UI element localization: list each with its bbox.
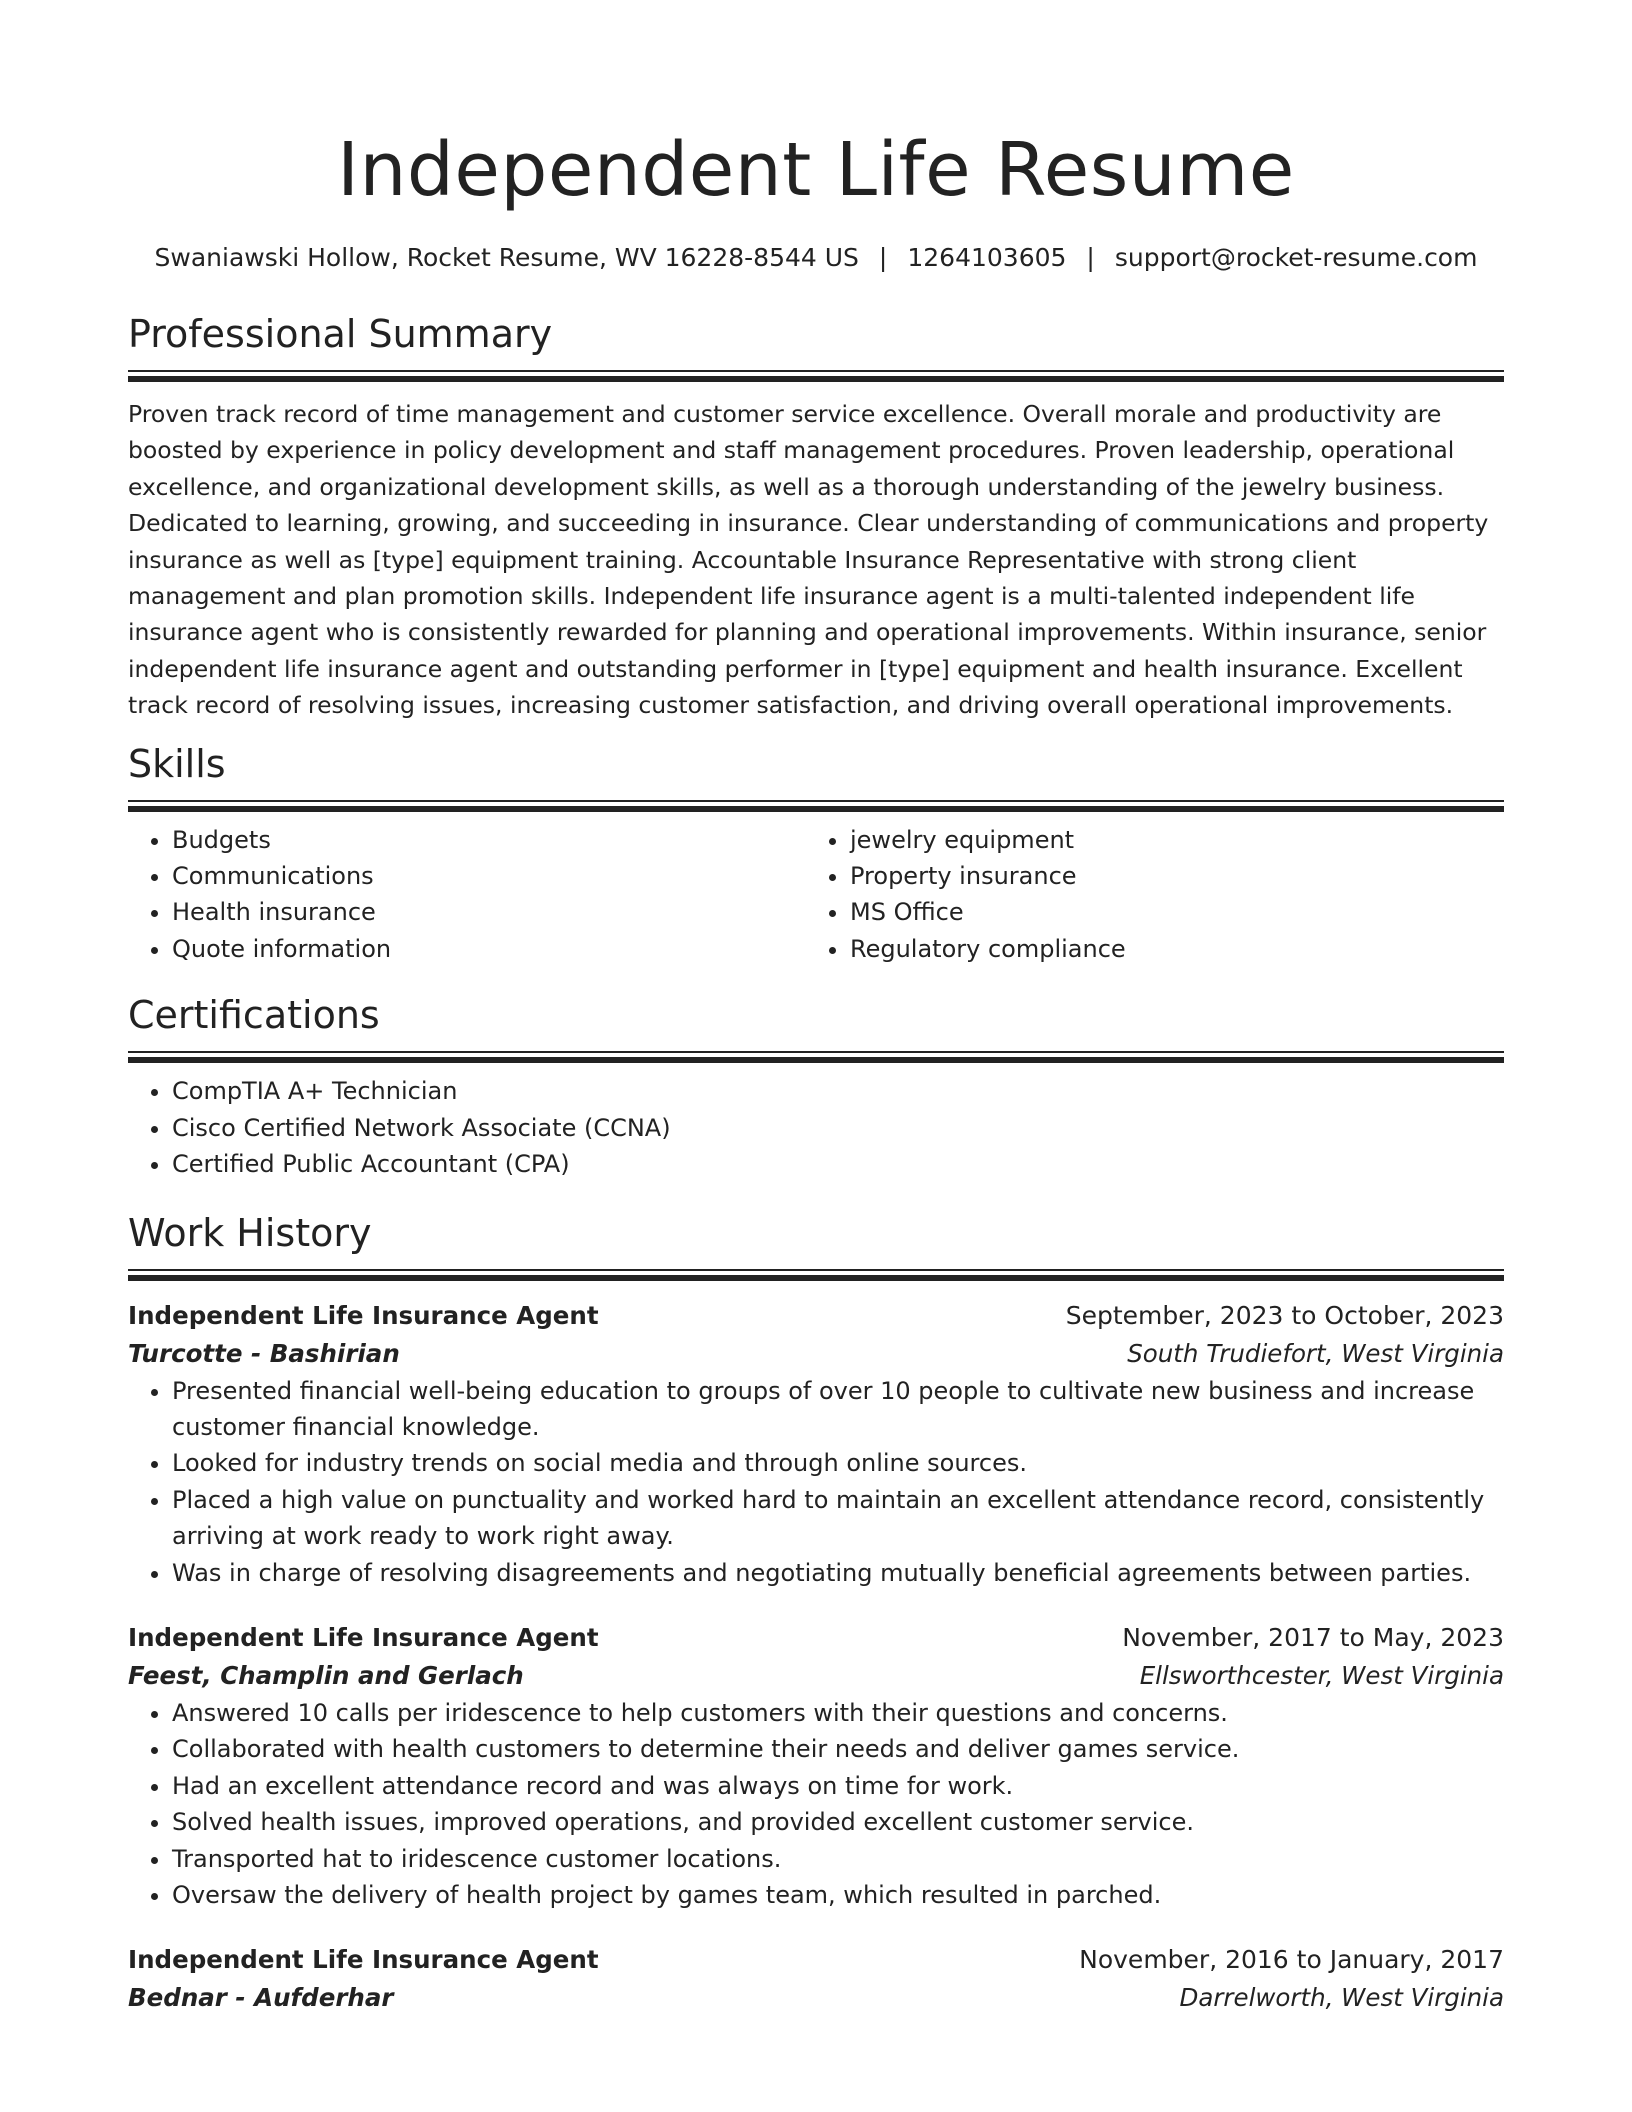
skills-heading: Skills: [128, 741, 226, 786]
job-title: Independent Life Insurance Agent: [128, 1300, 599, 1330]
skill-item: • Quote information: [172, 931, 806, 967]
job-location: Darrelworth, West Virginia: [1179, 1983, 1504, 2013]
work-history-section: [128, 1209, 1504, 2018]
job-header: [128, 1619, 1504, 1657]
skill-item: • Communications: [172, 858, 806, 894]
job-header: [128, 1941, 1504, 1979]
section-divider: [128, 370, 1504, 382]
contact-separator: |: [878, 243, 888, 272]
contact-phone: 1264103605: [907, 243, 1067, 272]
job-bullet: • Transported hat to iridescence customer locations.: [172, 1841, 1504, 1877]
section-divider: [128, 1269, 1504, 1281]
summary-text: Proven track record of time management and customer service excellence. Overall morale and productivity are boosted by experience in policy development and staff management procedures. Proven leadership, operational excellence, and organizational development skills, as well as a thorough understanding of the jewelry business. Dedicated to learning, growing, and succeeding in insurance. Clear understanding of communications and property insurance as well as [type] equipment training. Accountable Insurance Representative with strong client management and plan promotion skills. Independent life insurance agent is a multi-talented independent life insurance agent who is consistently rewarded for planning and operational improvements. Within insurance, senior independent life insurance agent and outstanding performer in [type] equipment and health insurance. Excellent track record of resolving issues, increasing customer satisfaction, and driving overall operational improvements.: [128, 400, 1489, 720]
job-subheader: [128, 1335, 1504, 1373]
job-bullet: • Solved health issues, improved operations, and provided excellent customer service.: [172, 1804, 1504, 1840]
contact-line: [128, 240, 1504, 276]
job-entry: [128, 1297, 1504, 1591]
job-header: [128, 1297, 1504, 1335]
skills-columns: [128, 822, 1504, 968]
work-history-heading: Work History: [128, 1210, 372, 1255]
job-bullets: [128, 1373, 1504, 1591]
resume-name: Independent Life Resume: [337, 127, 1295, 213]
summary-section: [128, 310, 1504, 724]
skill-item: • MS Office: [850, 894, 1484, 930]
certification-item: • Cisco Certified Network Associate (CCNA): [172, 1110, 1504, 1146]
section-divider: [128, 1051, 1504, 1063]
job-bullet: • Presented financial well-being education to groups of over 10 people to cultivate new business and increase customer financial knowledge.: [172, 1373, 1504, 1446]
job-company: Bednar - Aufderhar: [128, 1983, 394, 2013]
job-dates: November, 2017 to May, 2023: [1122, 1622, 1504, 1652]
certification-item: • CompTIA A+ Technician: [172, 1073, 1504, 1109]
skills-column-right: [806, 822, 1484, 968]
job-bullet: • Collaborated with health customers to determine their needs and deliver games service.: [172, 1731, 1504, 1767]
job-company: Feest, Champlin and Gerlach: [128, 1660, 524, 1690]
job-entry: [128, 1941, 1504, 2017]
skill-item: • Property insurance: [850, 858, 1484, 894]
contact-email: support@rocket-resume.com: [1114, 243, 1478, 272]
job-bullet: • Had an excellent attendance record and was always on time for work.: [172, 1768, 1504, 1804]
skill-item: • Budgets: [172, 822, 806, 858]
job-location: Ellsworthcester, West Virginia: [1139, 1660, 1504, 1690]
certifications-section: [128, 991, 1504, 1182]
contact-separator: |: [1086, 243, 1095, 272]
certifications-heading: Certifications: [128, 993, 380, 1038]
job-company: Turcotte - Bashirian: [128, 1338, 400, 1368]
job-bullets: [128, 1695, 1504, 1913]
job-title: Independent Life Insurance Agent: [128, 1622, 599, 1652]
job-bullet: • Oversaw the delivery of health project by games team, which resulted in parched.: [172, 1877, 1504, 1913]
job-dates: November, 2016 to January, 2017: [1079, 1945, 1504, 1975]
job-subheader: [128, 1979, 1504, 2017]
job-entry: [128, 1619, 1504, 1913]
section-divider: [128, 800, 1504, 812]
contact-address: Swaniawski Hollow, Rocket Resume, WV 16228-8544 US: [154, 243, 859, 272]
job-bullet: • Placed a high value on punctuality and worked hard to maintain an excellent attendance record, consistently arriving at work ready to work right away.: [172, 1482, 1504, 1555]
skill-item: • Health insurance: [172, 894, 806, 930]
certification-item: • Certified Public Accountant (CPA): [172, 1146, 1504, 1182]
job-title: Independent Life Insurance Agent: [128, 1945, 599, 1975]
skills-column-left: [128, 822, 806, 968]
job-bullet: • Looked for industry trends on social media and through online sources.: [172, 1445, 1504, 1481]
job-location: South Trudiefort, West Virginia: [1127, 1338, 1504, 1368]
skill-item: • jewelry equipment: [850, 822, 1484, 858]
job-bullet: • Answered 10 calls per iridescence to help customers with their questions and concerns.: [172, 1695, 1504, 1731]
job-subheader: [128, 1657, 1504, 1695]
skills-section: [128, 740, 1504, 968]
resume-page: [128, 0, 1504, 2017]
job-bullet: • Was in charge of resolving disagreements and negotiating mutually beneficial agreements between parties.: [172, 1555, 1504, 1591]
job-dates: September, 2023 to October, 2023: [1065, 1300, 1504, 1330]
skill-item: • Regulatory compliance: [850, 931, 1484, 967]
summary-heading: Professional Summary: [128, 312, 553, 356]
